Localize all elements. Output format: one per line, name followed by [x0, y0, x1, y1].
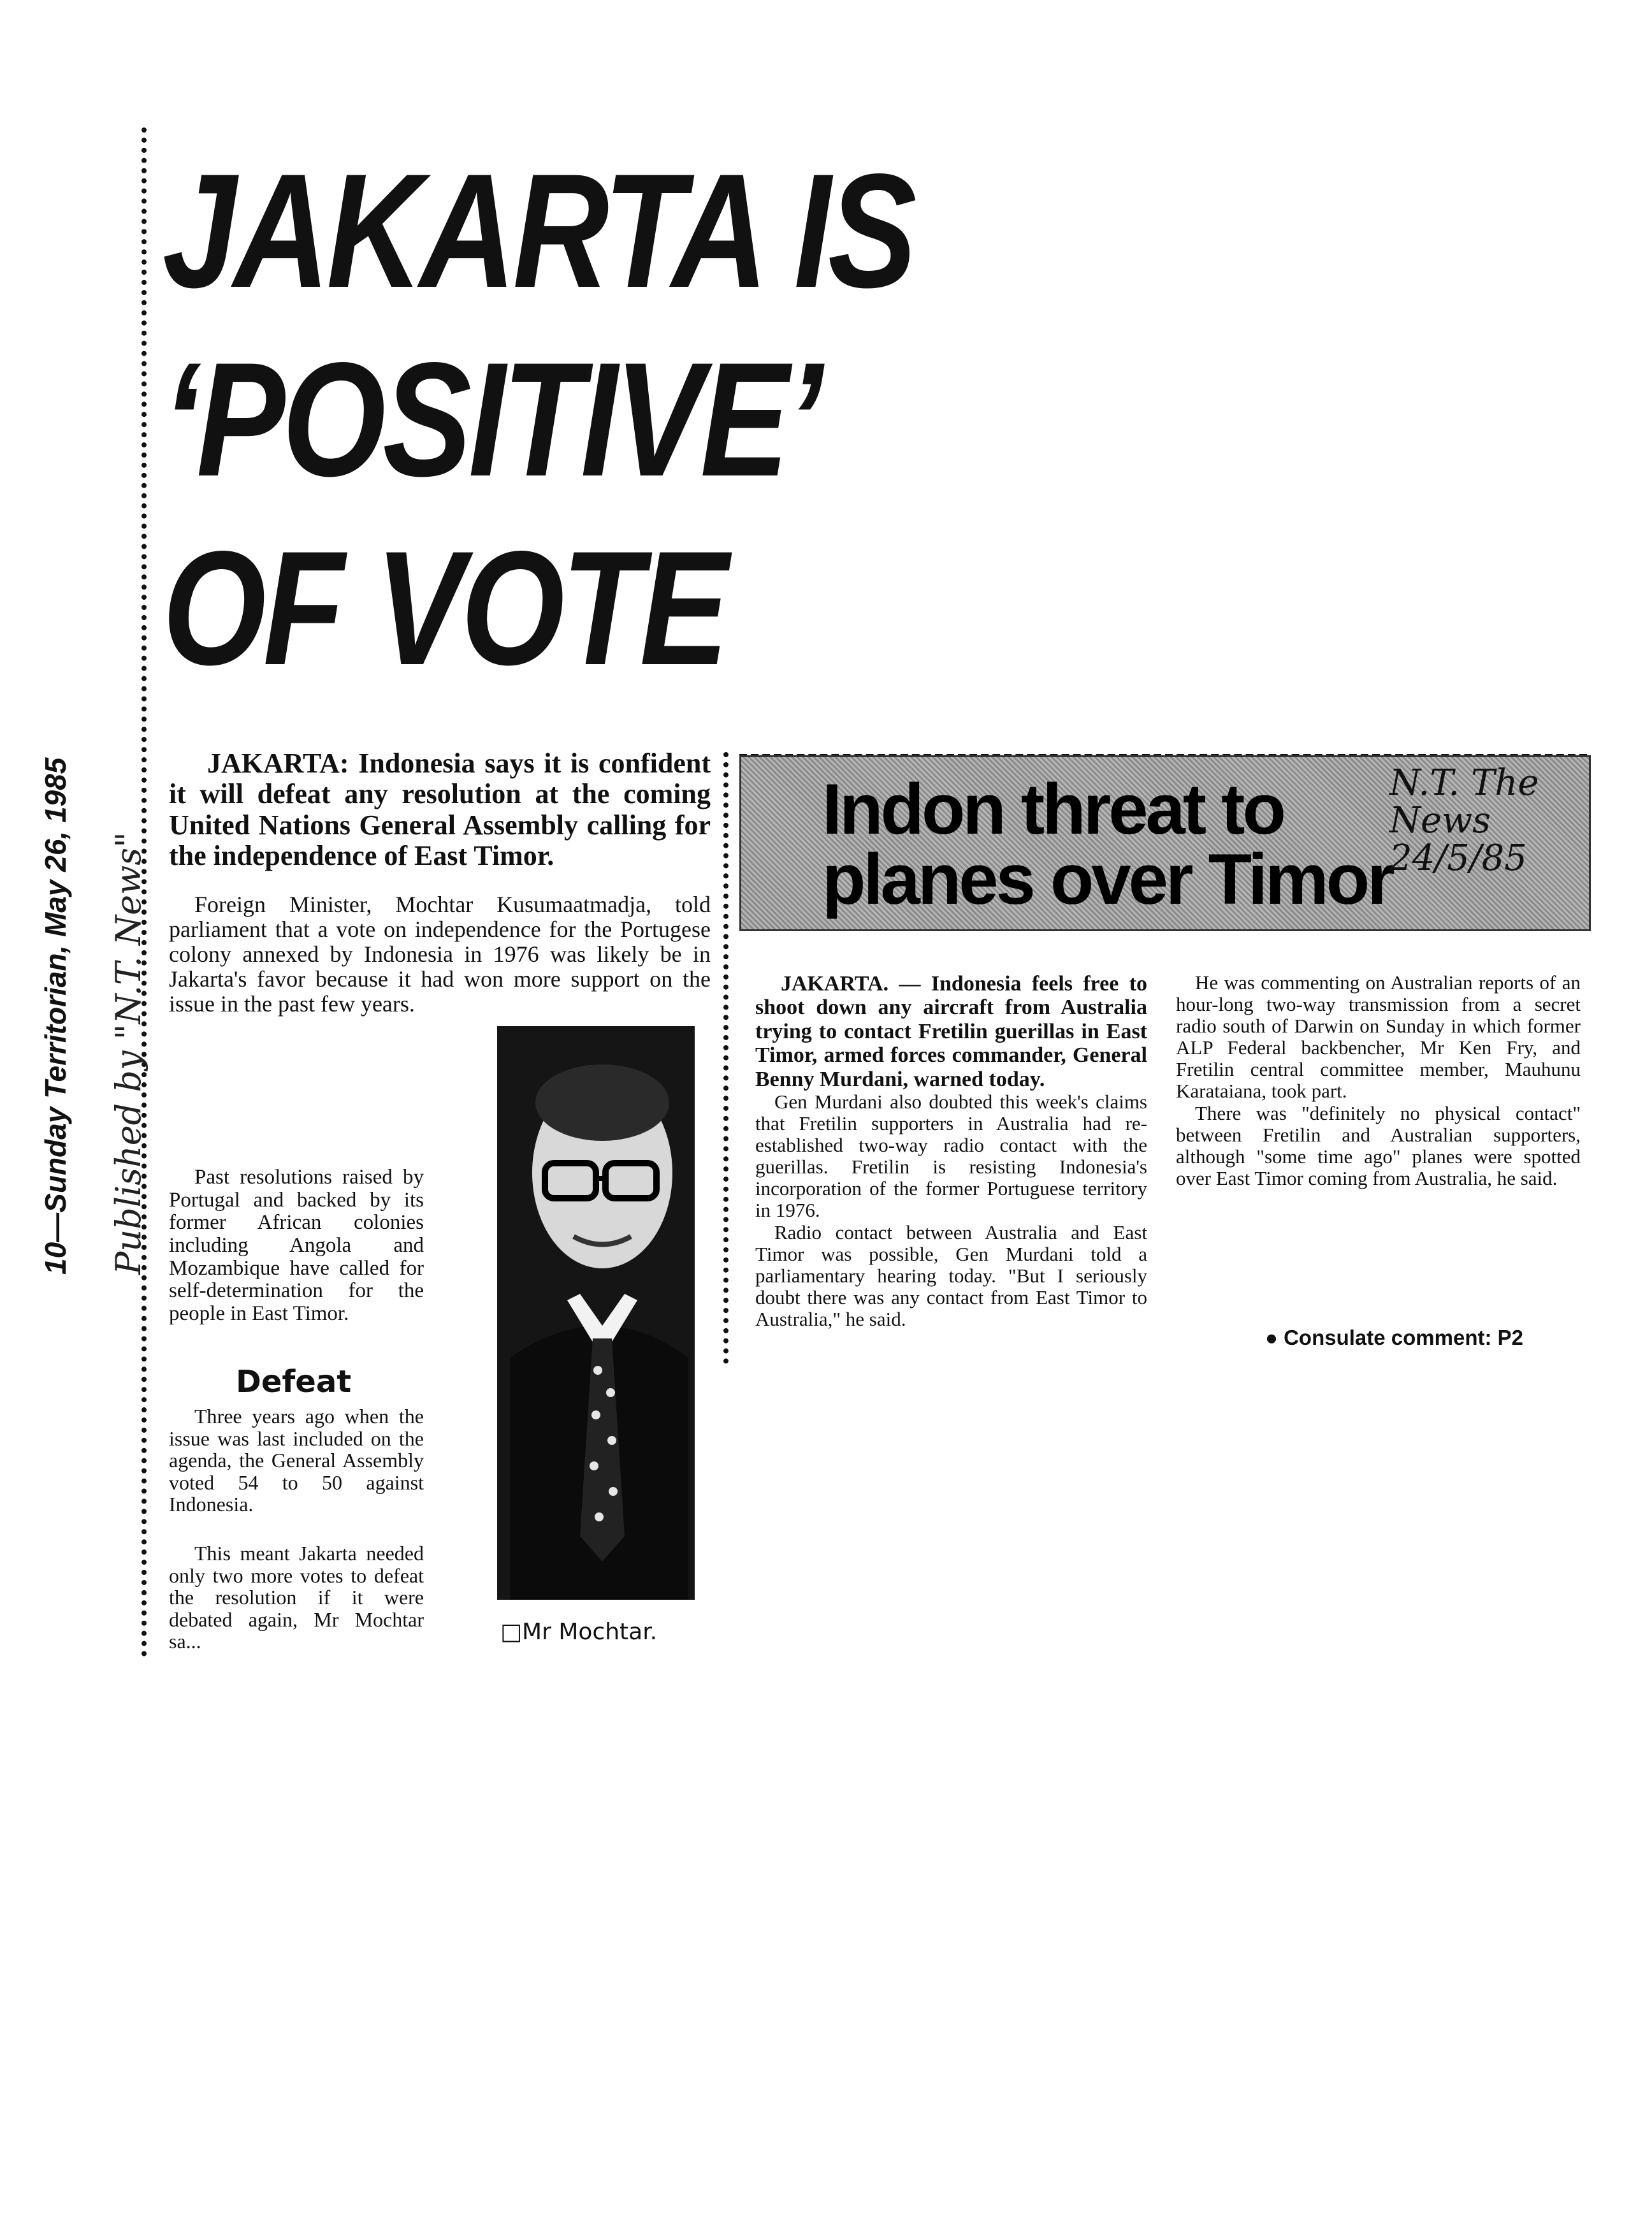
- article-lead: JAKARTA: Indonesia says it is confident it will defeat any resolution at the coming United Nations General Assembly calling for the independence of East Timor.: [169, 748, 711, 872]
- paragraph-1-text: Foreign Minister, Mochtar Kusumaatmadja, told parliament that a vote on independence for the Portugese colony annexed by Indonesia in 1976 was likely be in Jakarta's favor because it had won more support on the issue in the past few years.: [169, 892, 711, 1017]
- right-article-lead: JAKARTA. — Indonesia feels free to shoot down any aircraft from Australia trying to contact Fretilin guerillas in East Timor, armed forces commander, General Benny Murdani, warned today.: [755, 972, 1147, 1091]
- headline-line-1: JAKARTA IS: [163, 140, 914, 322]
- consulate-comment-reference: ● Consulate comment: P2: [1265, 1326, 1524, 1349]
- headline-line-3: OF VOTE: [163, 517, 726, 699]
- article-paragraph-4: This meant Jakarta needed only two more votes to defeat the resolution if it were debated again, Mr Mochtar sa...: [169, 1542, 424, 1653]
- column-cut-line: [723, 752, 728, 1364]
- source-caption: 10—Sunday Territorian, May 26, 1985: [39, 757, 72, 1275]
- headline-line-2: ‘POSITIVE’: [163, 328, 820, 511]
- right-article-paragraph-3: He was commenting on Australian reports of an hour-long two-way transmission from a secret radio south of Darwin on Sunday in which former ALP Federal backbencher, Mr Ken Fry, and Fretilin central committee member, Mauhunu Karataiana, took part.: [1176, 971, 1581, 1103]
- article-paragraph-3: Three years ago when the issue was last included on the agenda, the General Assembly voted 54 to 50 against Indonesia.: [169, 1405, 424, 1516]
- portrait-illustration: [497, 1026, 695, 1600]
- article-paragraph-2: Past resolutions raised by Portugal and backed by its former African colonies including Angola and Mozambique have called for self-determination for the people in East Timor.: [169, 1166, 424, 1325]
- right-headline-line-1: Indon threat to: [822, 769, 1284, 849]
- handwritten-source-note: Published by "N.T. News": [108, 832, 149, 1275]
- right-article-paragraph-1: Gen Murdani also doubted this week's claims that Fretilin supporters in Australia had re-established two-way radio contact with the guerillas. Fretilin is resisting Indonesia's incorporation of the former Portuguese territory in 1976.: [755, 1090, 1147, 1222]
- article-paragraph-1: [169, 892, 711, 1016]
- right-headline-line-2: planes over Timor: [822, 839, 1393, 919]
- portrait-photo: [497, 1026, 695, 1600]
- right-article-column-1: [755, 972, 1147, 1330]
- photo-caption: □Mr Mochtar.: [500, 1619, 658, 1645]
- main-headline: [163, 137, 914, 702]
- right-article-paragraph-2: Radio contact between Australia and East Timor was possible, Gen Murdani told a parliamentary hearing today. "But I seriously doubt there was any contact from East Timor to Australia," he said.: [755, 1221, 1147, 1330]
- right-article-column-2: [1176, 972, 1581, 1189]
- right-article-paragraph-4: There was "definitely no physical contact" between Fretilin and Australian supporters, although "some time ago" planes were spotted over East Timor coming from Australia, he said.: [1176, 1101, 1581, 1189]
- subhead-defeat: Defeat: [236, 1364, 352, 1400]
- handwritten-date-note: N.T. The News 24/5/85: [1389, 762, 1539, 879]
